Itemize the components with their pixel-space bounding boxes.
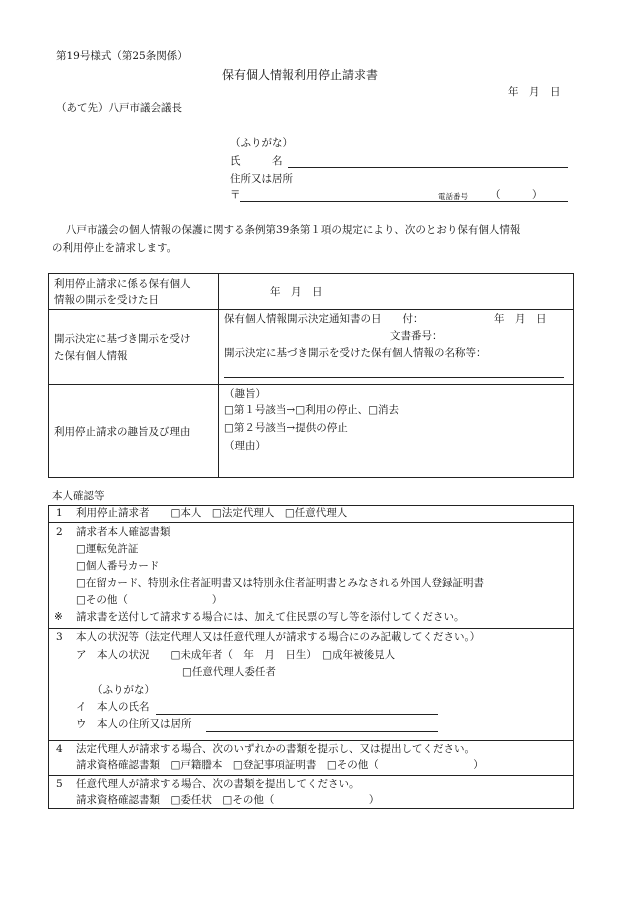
legal-agent-title: 法定代理人が請求する場合、次のいずれかの書類を提示し、又は提出してください。: [76, 743, 475, 755]
voluntary-agent-docs[interactable]: 請求資格確認書類 □委任状 □その他（ ）: [76, 794, 380, 806]
legal-agent-docs[interactable]: 請求資格確認書類 □戸籍謄本 □登記事項証明書 □その他（ ）: [76, 759, 484, 771]
table-divider: [218, 273, 219, 478]
requester-address-label: 住所又は居所: [230, 173, 293, 185]
notice-date-label: 保有個人情報開示決定通知書の日 付：: [224, 313, 424, 325]
id-docs-title: 請求者本人確認書類: [76, 526, 171, 538]
purpose-option-1[interactable]: □第１号該当→□利用の停止、□消去: [224, 404, 400, 416]
principal-name-field[interactable]: [156, 714, 438, 715]
principal-address-label: ウ 本人の住所又は居所: [76, 718, 192, 730]
disclosed-info-name-label: 開示決定に基づき開示を受けた保有個人情報の名称等：: [224, 347, 487, 359]
principal-address-field[interactable]: [206, 731, 438, 732]
phone-paren: （ ）: [490, 189, 543, 201]
requester-name-field[interactable]: [288, 167, 568, 168]
reason-heading: （理由）: [224, 440, 266, 452]
voluntary-agent-title: 任意代理人が請求する場合、次の書類を提出してください。: [76, 778, 360, 790]
principal-status[interactable]: ア 本人の状況 □未成年者（ 年 月 日生） □成年被後見人: [76, 649, 396, 661]
section-1-number: 1: [56, 507, 63, 519]
intro-line-2: の利用停止を請求します。: [52, 242, 178, 254]
requester-furigana: （ふりがな）: [230, 137, 293, 149]
purpose-option-2[interactable]: □第２号該当→提供の停止: [224, 422, 348, 434]
mail-note: 請求書を送付して請求する場合には、加えて住民票の写し等を添付してください。: [76, 611, 465, 623]
addressee: （あて先）八戸市議会議長: [56, 102, 182, 114]
disclosed-info-name-field[interactable]: [224, 377, 564, 378]
identity-divider: [48, 740, 574, 741]
principal-name-label: イ 本人の氏名: [76, 701, 150, 713]
principal-status-title: 本人の状況等（法定代理人又は任意代理人が請求する場合にのみ記載してください。）: [76, 631, 481, 643]
form-number: 第19号様式（第25条関係）: [56, 50, 188, 62]
identity-divider: [48, 628, 574, 629]
disclosure-date-label: 利用停止請求に係る保有個人: [54, 278, 191, 290]
document-number-label: 文書番号：: [390, 330, 443, 342]
id-doc-my-number-card[interactable]: □個人番号カード: [76, 560, 160, 572]
request-date: 年 月 日: [508, 86, 561, 98]
page-title: 保有個人情報利用停止請求書: [222, 68, 379, 82]
purpose-heading: （趣旨）: [224, 388, 266, 400]
disclosed-info-label: 開示決定に基づき開示を受け: [54, 333, 191, 345]
identity-divider: [48, 775, 574, 776]
id-doc-residence-card[interactable]: □在留カード、特別永住者証明書又は特別永住者証明書とみなされる外国人登録証明書: [76, 577, 484, 589]
disclosed-info-label: た保有個人情報: [54, 350, 128, 362]
identity-divider: [48, 522, 574, 523]
section-5-number: 5: [56, 778, 63, 790]
principal-furigana: （ふりがな）: [92, 684, 155, 696]
disclosure-date-field[interactable]: 年 月 日: [270, 286, 323, 298]
phone-label: 電話番号: [438, 192, 468, 201]
section-3-number: 3: [56, 631, 63, 643]
section-2-number: 2: [56, 526, 63, 538]
section-4-number: 4: [56, 743, 63, 755]
purpose-reason-label: 利用停止請求の趣旨及び理由: [54, 426, 191, 438]
requester-name-label: 氏 名: [230, 155, 283, 167]
postal-mark: 〒: [230, 189, 241, 201]
identity-heading: 本人確認等: [52, 490, 105, 502]
principal-status-delegator[interactable]: □任意代理人委任者: [182, 666, 276, 678]
disclosure-date-label: 情報の開示を受けた日: [54, 294, 159, 306]
note-mark: ※: [54, 611, 63, 623]
requester-type[interactable]: 利用停止請求者 □本人 □法定代理人 □任意代理人: [76, 507, 348, 519]
intro-line-1: 八戸市議会の個人情報の保護に関する条例第39条第１項の規定により、次のとおり保有個人情報: [66, 224, 521, 236]
id-doc-drivers-license[interactable]: □運転免許証: [76, 543, 139, 555]
table-row-divider: [48, 384, 574, 385]
table-row-divider: [48, 309, 574, 310]
notice-date-field[interactable]: 年 月 日: [494, 313, 547, 325]
id-doc-other[interactable]: □その他（ ）: [76, 594, 223, 606]
